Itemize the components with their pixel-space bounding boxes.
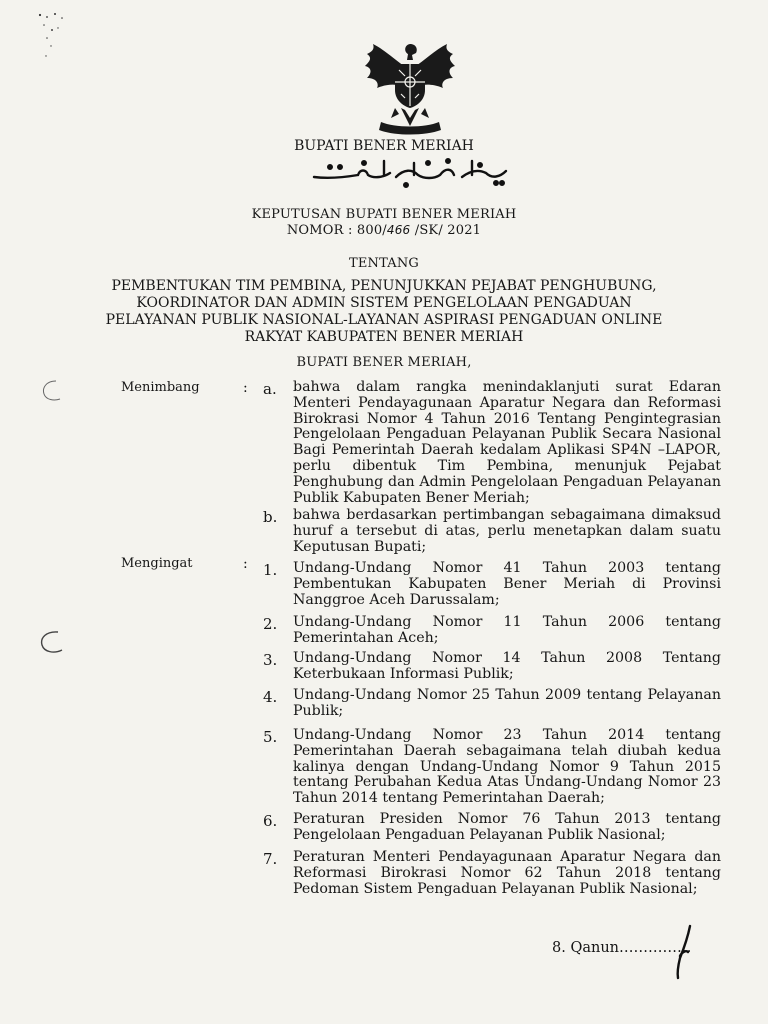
item-marker: 7. — [263, 850, 278, 868]
menimbang-item-a — [263, 380, 723, 504]
authority-jawi-script — [300, 155, 520, 189]
mengingat-item-5 — [263, 728, 723, 808]
subject-line-1: PEMBENTUKAN TIM PEMBINA, PENUNJUKKAN PEJABAT PENGHUBUNG, — [111, 278, 657, 294]
authority-title: BUPATI BENER MERIAH — [294, 138, 474, 154]
item-text: bahwa dalam rangka menindaklanjuti surat Edaran Menteri Pendayagunaan Aparatur Negara dan Reformasi Birokrasi Nomor 4 Tahun 2016 Tentang Pengintegrasian Pengelolaan Pengaduan Pelayanan Publik Secara Nasional Bagi Pemerintah Daerah kedalam Aplikasi SP4N –LAPOR, perlu dibentuk Tim Pembina, menunjuk Pejabat Penghubung dan Admin Pengelolaan Pengaduan Pelayanan Publik Kabupaten Bener Meriah; — [293, 379, 721, 506]
menimbang-item-b — [263, 508, 723, 558]
item-text: Undang-Undang Nomor 25 Tahun 2009 tentang Pelayanan Publik; — [293, 687, 721, 719]
mengingat-item-3 — [263, 651, 723, 683]
item-text: Peraturan Presiden Nomor 76 Tahun 2013 tentang Pengelolaan Pengaduan Pelayanan Publik Nasional; — [293, 811, 721, 843]
item-text: bahwa berdasarkan pertimbangan sebagaimana dimaksud huruf a tersebut di atas, perlu menetapkan dalam suatu Keputusan Bupati; — [293, 507, 721, 555]
decree-number-suffix: /SK/ 2021 — [410, 223, 482, 238]
item-marker: a. — [263, 380, 277, 398]
item-marker: 2. — [263, 615, 278, 633]
item-marker: 3. — [263, 651, 278, 669]
mengingat-item-6 — [263, 812, 723, 844]
item-text: Undang-Undang Nomor 11 Tahun 2006 tentang Pemerintahan Aceh; — [293, 614, 721, 646]
continuation-note: 8. Qanun…………… — [552, 940, 692, 956]
mengingat-label: Mengingat — [121, 556, 193, 571]
decree-title: KEPUTUSAN BUPATI BENER MERIAH — [251, 207, 517, 222]
mengingat-item-1 — [263, 561, 723, 609]
item-text: Peraturan Menteri Pendayagunaan Aparatur Negara dan Reformasi Birokrasi Nomor 62 Tahun 2018 tentang Pedoman Sistem Pengaduan Pelayanan Publik Nasional; — [293, 849, 721, 897]
item-marker: 5. — [263, 728, 278, 746]
subject-block — [0, 278, 768, 346]
about-heading: TENTANG — [348, 256, 420, 271]
punch-hole-mark — [34, 628, 68, 658]
garuda-emblem-icon — [355, 38, 465, 138]
menimbang-colon: : — [243, 380, 248, 396]
item-text: Undang-Undang Nomor 23 Tahun 2014 tentang Pemerintahan Daerah sebagaimana telah diubah kedua kalinya dengan Undang-Undang Nomor 9 Tahun 2015 tentang Perubahan Kedua Atas Undang-Undang Nomor 23 Tahun 2014 tentang Pemerintahan Daerah; — [293, 727, 721, 807]
item-text: Undang-Undang Nomor 14 Tahun 2008 Tentang Keterbukaan Informasi Publik; — [293, 650, 721, 682]
paraf-signature — [668, 922, 698, 980]
decree-number — [0, 223, 768, 238]
issuer-heading: BUPATI BENER MERIAH, — [296, 355, 472, 370]
mengingat-item-2 — [263, 615, 723, 647]
mengingat-item-7 — [263, 850, 723, 914]
item-marker: b. — [263, 508, 278, 526]
item-marker: 6. — [263, 812, 278, 830]
mengingat-item-4 — [263, 688, 723, 720]
menimbang-label: Menimbang — [121, 380, 200, 395]
decree-number-handwritten: 466 — [386, 223, 411, 237]
item-marker: 4. — [263, 688, 278, 706]
punch-hole-mark — [36, 378, 66, 404]
mengingat-colon: : — [243, 556, 248, 572]
decree-number-prefix: NOMOR : 800/ — [286, 223, 387, 238]
item-marker: 1. — [263, 561, 278, 579]
subject-line-4: RAKYAT KABUPATEN BENER MERIAH — [244, 329, 524, 345]
subject-line-2: KOORDINATOR DAN ADMIN SISTEM PENGELOLAAN PENGADUAN — [136, 295, 632, 311]
subject-line-3: PELAYANAN PUBLIK NASIONAL-LAYANAN ASPIRASI PENGADUAN ONLINE — [105, 312, 663, 328]
item-text: Undang-Undang Nomor 41 Tahun 2003 tentang Pembentukan Kabupaten Bener Meriah di Provinsi Nanggroe Aceh Darussalam; — [293, 560, 721, 608]
scan-specks — [38, 12, 68, 62]
